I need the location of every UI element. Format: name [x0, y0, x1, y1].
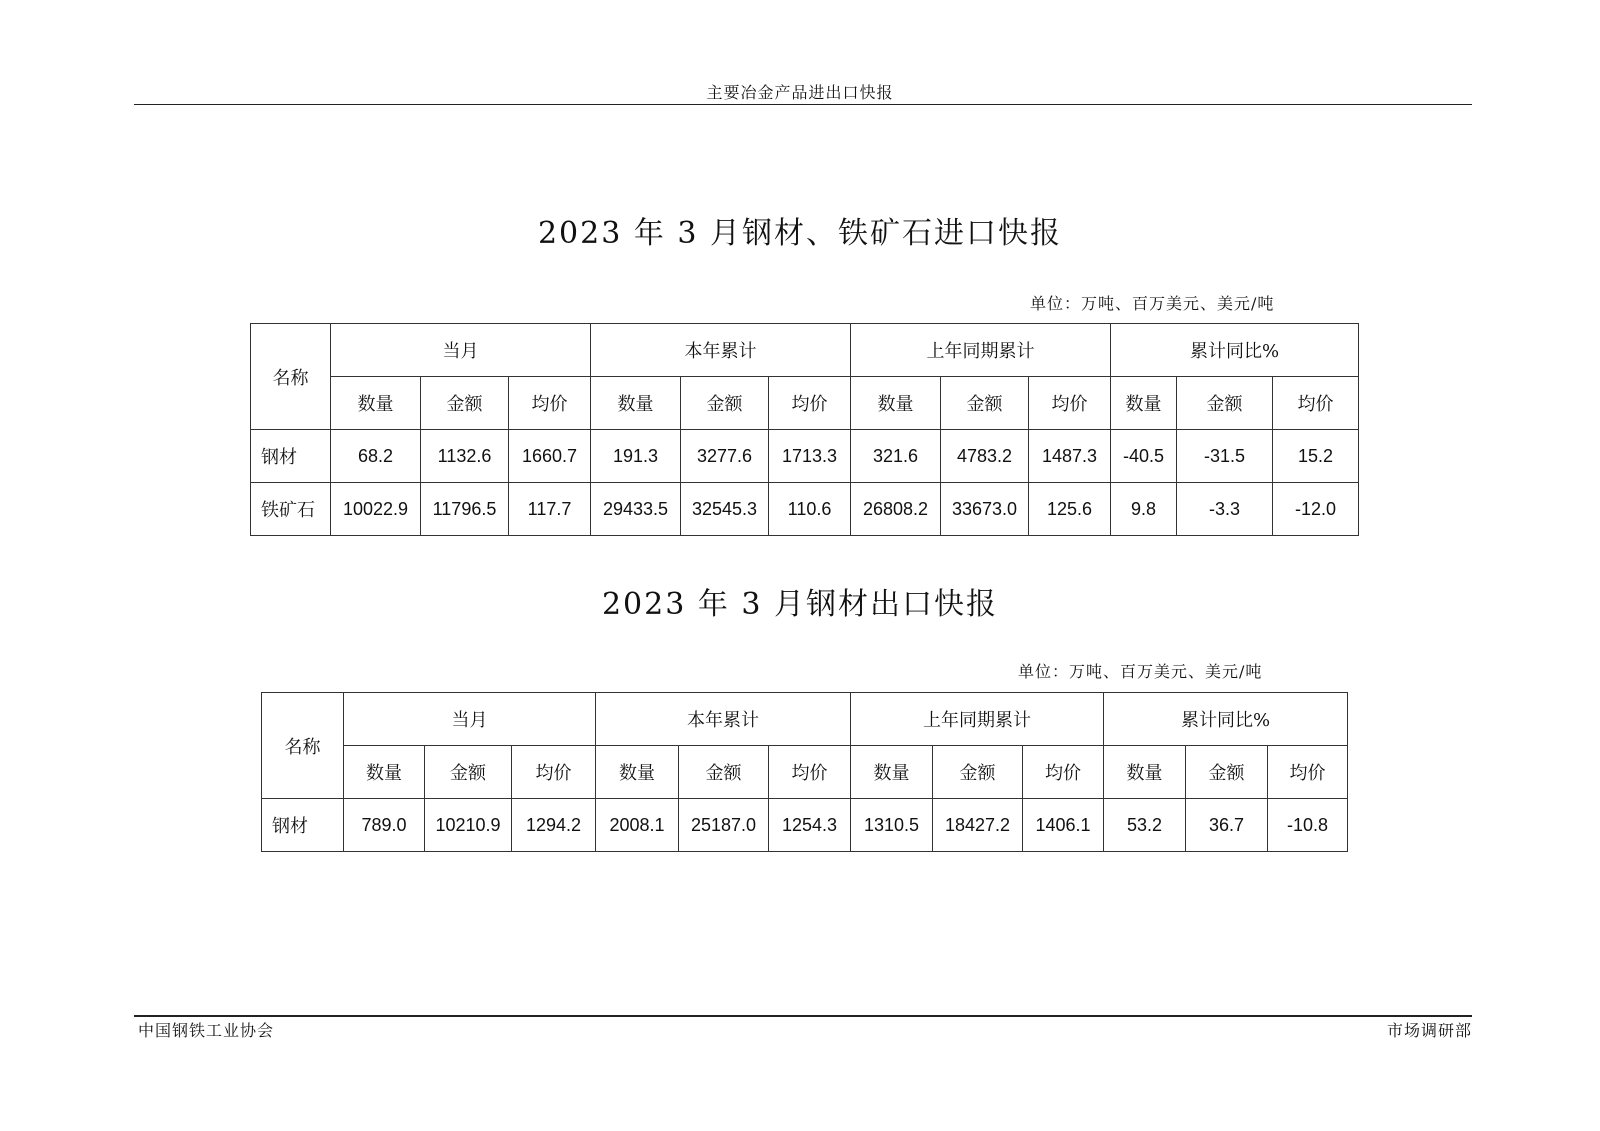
- header-rule: [134, 104, 1472, 105]
- group-header-current-month: 当月: [344, 693, 596, 746]
- cell: 1487.3: [1029, 430, 1111, 483]
- name-header: 名称: [251, 324, 331, 430]
- group-header-prior-ytd: 上年同期累计: [851, 324, 1111, 377]
- table-header-row: [251, 324, 1359, 377]
- group-header-ytd: 本年累计: [591, 324, 851, 377]
- cell: 1406.1: [1023, 799, 1104, 852]
- cell: 321.6: [851, 430, 941, 483]
- cell: 25187.0: [679, 799, 769, 852]
- footer-organization: 中国钢铁工业协会: [138, 1021, 275, 1040]
- cell: 26808.2: [851, 483, 941, 536]
- subheader-cell: 数量: [591, 377, 681, 430]
- cell: 10210.9: [425, 799, 512, 852]
- cell: -12.0: [1273, 483, 1359, 536]
- cell: 1132.6: [421, 430, 509, 483]
- export-unit-note: 单位：万吨、百万美元、美元/吨: [1018, 662, 1263, 681]
- subheader-cell: 均价: [769, 377, 851, 430]
- subheader-cell: 金额: [1177, 377, 1273, 430]
- cell: -31.5: [1177, 430, 1273, 483]
- cell: 18427.2: [933, 799, 1023, 852]
- table-row: [262, 799, 1348, 852]
- cell: 9.8: [1111, 483, 1177, 536]
- cell: 53.2: [1104, 799, 1186, 852]
- table-row: [251, 483, 1359, 536]
- subheader-cell: 金额: [425, 746, 512, 799]
- subheader-cell: 金额: [679, 746, 769, 799]
- cell: 33673.0: [941, 483, 1029, 536]
- subheader-cell: 数量: [344, 746, 425, 799]
- cell: 4783.2: [941, 430, 1029, 483]
- subheader-cell: 数量: [1104, 746, 1186, 799]
- group-header-yoy: 累计同比%: [1111, 324, 1359, 377]
- subheader-cell: 金额: [933, 746, 1023, 799]
- cell: 1310.5: [851, 799, 933, 852]
- subheader-cell: 均价: [1023, 746, 1104, 799]
- import-report-title: 2023 年 3 月钢材、铁矿石进口快报: [537, 216, 1063, 251]
- cell: -40.5: [1111, 430, 1177, 483]
- subheader-cell: 均价: [1268, 746, 1348, 799]
- cell: 125.6: [1029, 483, 1111, 536]
- subheader-cell: 均价: [512, 746, 596, 799]
- subheader-cell: 均价: [1029, 377, 1111, 430]
- running-header: 主要冶金产品进出口快报: [706, 83, 894, 102]
- cell: 1660.7: [509, 430, 591, 483]
- row-name: 钢材: [262, 799, 344, 852]
- cell: 1713.3: [769, 430, 851, 483]
- group-header-yoy: 累计同比%: [1104, 693, 1348, 746]
- subheader-cell: 金额: [1186, 746, 1268, 799]
- subheader-cell: 数量: [596, 746, 679, 799]
- cell: 15.2: [1273, 430, 1359, 483]
- footer-rule: [134, 1015, 1472, 1017]
- cell: 3277.6: [681, 430, 769, 483]
- subheader-cell: 数量: [331, 377, 421, 430]
- cell: 36.7: [1186, 799, 1268, 852]
- table-row: [251, 430, 1359, 483]
- import-unit-note: 单位：万吨、百万美元、美元/吨: [1030, 294, 1275, 313]
- row-name: 钢材: [251, 430, 331, 483]
- cell: 2008.1: [596, 799, 679, 852]
- table-subheader-row: [251, 377, 1359, 430]
- group-header-prior-ytd: 上年同期累计: [851, 693, 1104, 746]
- subheader-cell: 金额: [681, 377, 769, 430]
- subheader-cell: 均价: [509, 377, 591, 430]
- subheader-cell: 数量: [1111, 377, 1177, 430]
- footer-department: 市场调研部: [1386, 1021, 1472, 1040]
- import-table: [250, 323, 1359, 536]
- export-report-title: 2023 年 3 月钢材出口快报: [601, 587, 999, 622]
- table-header-row: [262, 693, 1348, 746]
- cell: 68.2: [331, 430, 421, 483]
- subheader-cell: 金额: [941, 377, 1029, 430]
- subheader-cell: 数量: [851, 377, 941, 430]
- subheader-cell: 均价: [769, 746, 851, 799]
- table-subheader-row: [262, 746, 1348, 799]
- group-header-current-month: 当月: [331, 324, 591, 377]
- subheader-cell: 数量: [851, 746, 933, 799]
- cell: 789.0: [344, 799, 425, 852]
- cell: 110.6: [769, 483, 851, 536]
- cell: 1294.2: [512, 799, 596, 852]
- cell: -10.8: [1268, 799, 1348, 852]
- group-header-ytd: 本年累计: [596, 693, 851, 746]
- export-table: [261, 692, 1348, 852]
- subheader-cell: 均价: [1273, 377, 1359, 430]
- cell: 117.7: [509, 483, 591, 536]
- cell: 10022.9: [331, 483, 421, 536]
- cell: 191.3: [591, 430, 681, 483]
- subheader-cell: 金额: [421, 377, 509, 430]
- cell: 1254.3: [769, 799, 851, 852]
- cell: 29433.5: [591, 483, 681, 536]
- cell: 11796.5: [421, 483, 509, 536]
- cell: 32545.3: [681, 483, 769, 536]
- cell: -3.3: [1177, 483, 1273, 536]
- name-header: 名称: [262, 693, 344, 799]
- row-name: 铁矿石: [251, 483, 331, 536]
